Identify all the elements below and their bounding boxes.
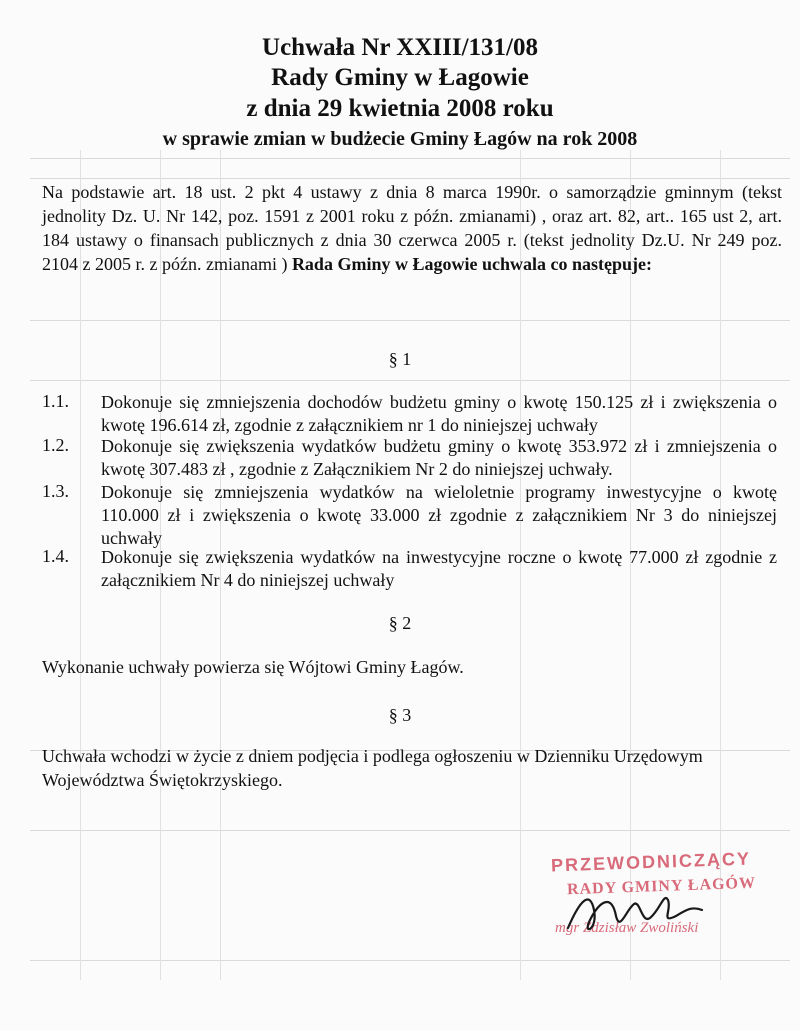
council-name: Rady Gminy w Łagowie: [271, 64, 529, 91]
preamble-text: Na podstawie art. 18 ust. 2 pkt 4 ustawy z dnia 8 marca 1990r. o samorządzie gminnym (tekst jednolity Dz. U. Nr 142, poz. 1591 z 2001 roku z późn. zmianami) , oraz art. 82, art.. 165 ust 2, art. 184 ustawy o finansach publicznych z dnia 30 czerwca 2005 r. (tekst jednolity Dz.U. Nr 249 poz. 2104 z 2005 r. z późn. zmianami ): [42, 182, 782, 274]
item-number: 1.2.: [42, 435, 69, 455]
item-number: 1.3.: [42, 481, 69, 501]
stamp-title: PRZEWODNICZĄCY: [550, 848, 752, 876]
resolution-subject: w sprawie zmian w budżecie Gminy Łagów na rok 2008: [162, 128, 638, 150]
item-text: Dokonuje się zmniejszenia wydatków na wieloletnie programy inwestycyjne o kwotę 110.000 zł i zwiększenia o kwotę 33.000 zł zgodnie z załącznikiem Nr 3 do niniejszej uchwały: [101, 482, 777, 548]
item-number: 1.4.: [42, 546, 69, 566]
item-text: Dokonuje się zmniejszenia dochodów budżetu gminy o kwotę 150.125 zł i zwiększenia o kwotę 196.614 zł, zgodnie z załącznikiem nr 1 do niniejszej uchwały: [101, 392, 777, 435]
section-2-text: Wykonanie uchwały powierza się Wójtowi Gminy Łagów.: [42, 657, 464, 677]
resolution-date: z dnia 29 kwietnia 2008 roku: [246, 95, 554, 122]
section-3-text: Uchwała wchodzi w życie z dniem podjęcia i podlega ogłoszeniu w Dzienniku Urzędowym Województwa Świętokrzyskiego.: [42, 746, 703, 790]
stamp-name: mgr Zdzisław Zwoliński: [555, 920, 699, 936]
item-text: Dokonuje się zwiększenia wydatków budżetu gminy o kwotę 353.972 zł i zmniejszenia o kwotę 307.483 zł , zgodnie z Załącznikiem Nr 2 do niniejszej uchwały.: [101, 436, 777, 479]
preamble: [42, 180, 782, 276]
item-text: Dokonuje się zwiększenia wydatków na inwestycyjne roczne o kwotę 77.000 zł zgodnie z załącznikiem Nr 4 do niniejszej uchwały: [101, 547, 777, 590]
handwritten-signature: [560, 880, 710, 940]
item-number: 1.1.: [42, 391, 69, 411]
stamp-council: RADY GMINY ŁAGÓW: [566, 874, 757, 899]
section-3-heading: § 3: [388, 705, 412, 725]
section-2-heading: § 2: [388, 613, 412, 633]
resolution-number: Uchwała Nr XXIII/131/08: [262, 34, 538, 61]
preamble-bold-text: Rada Gminy w Łagowie uchwala co następuje:: [291, 254, 652, 274]
section-1-heading: § 1: [388, 349, 412, 369]
